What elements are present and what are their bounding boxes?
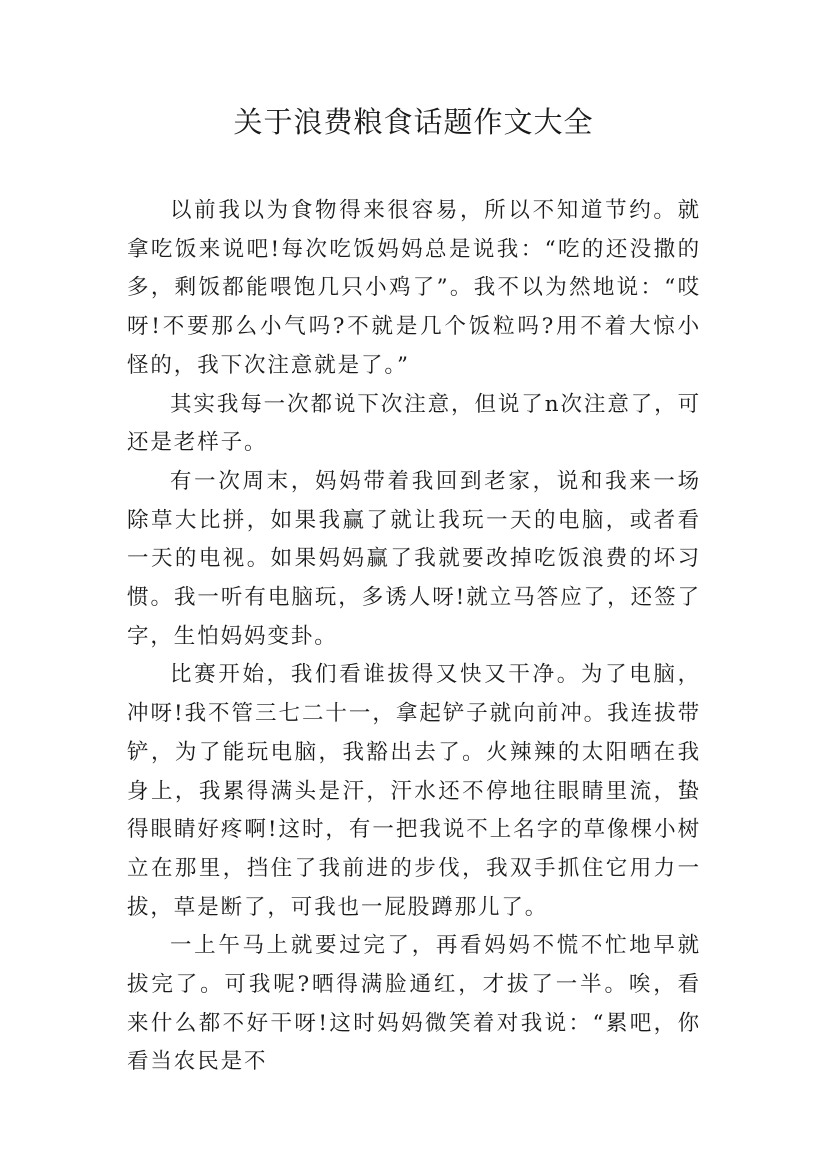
document-title: 关于浪费粮食话题作文大全 [233, 105, 594, 139]
paragraph: 比赛开始，我们看谁拔得又快又干净。为了电脑，冲呀!我不管三七二十一，拿起铲子就向前冲。我连拔带铲，为了能玩电脑，我豁出去了。火辣辣的太阳晒在我身上，我累得满头是汗，汗水还不停地往眼睛里流，蛰得眼睛好疼啊!这时，有一把我说不上名字的草像棵小树立在那里，挡住了我前进的步伐，我双手抓住它用力一拔，草是断了，可我也一屁股蹲那儿了。 [127, 662, 701, 920]
paragraph: 其实我每一次都说下次注意，但说了n次注意了，可还是老样子。 [127, 391, 701, 456]
document-body [127, 192, 701, 1082]
paragraph: 一上午马上就要过完了，再看妈妈不慌不忙地早就拔完了。可我呢?晒得满脸通红，才拔了一半。唉，看来什么都不好干呀!这时妈妈微笑着对我说：“累吧，你看当农民是不 [127, 933, 701, 1075]
paragraph: 以前我以为食物得来很容易，所以不知道节约。就拿吃饭来说吧!每次吃饭妈妈总是说我：“吃的还没撒的多，剩饭都能喂饱几只小鸡了”。我不以为然地说：“哎呀!不要那么小气吗?不就是几个饭粒吗?用不着大惊小怪的，我下次注意就是了。” [127, 198, 701, 378]
paragraph: 有一次周末，妈妈带着我回到老家，说和我来一场除草大比拼，如果我赢了就让我玩一天的电脑，或者看一天的电视。如果妈妈赢了我就要改掉吃饭浪费的坏习惯。我一听有电脑玩，多诱人呀!就立马答应了，还签了字，生怕妈妈变卦。 [127, 468, 701, 649]
